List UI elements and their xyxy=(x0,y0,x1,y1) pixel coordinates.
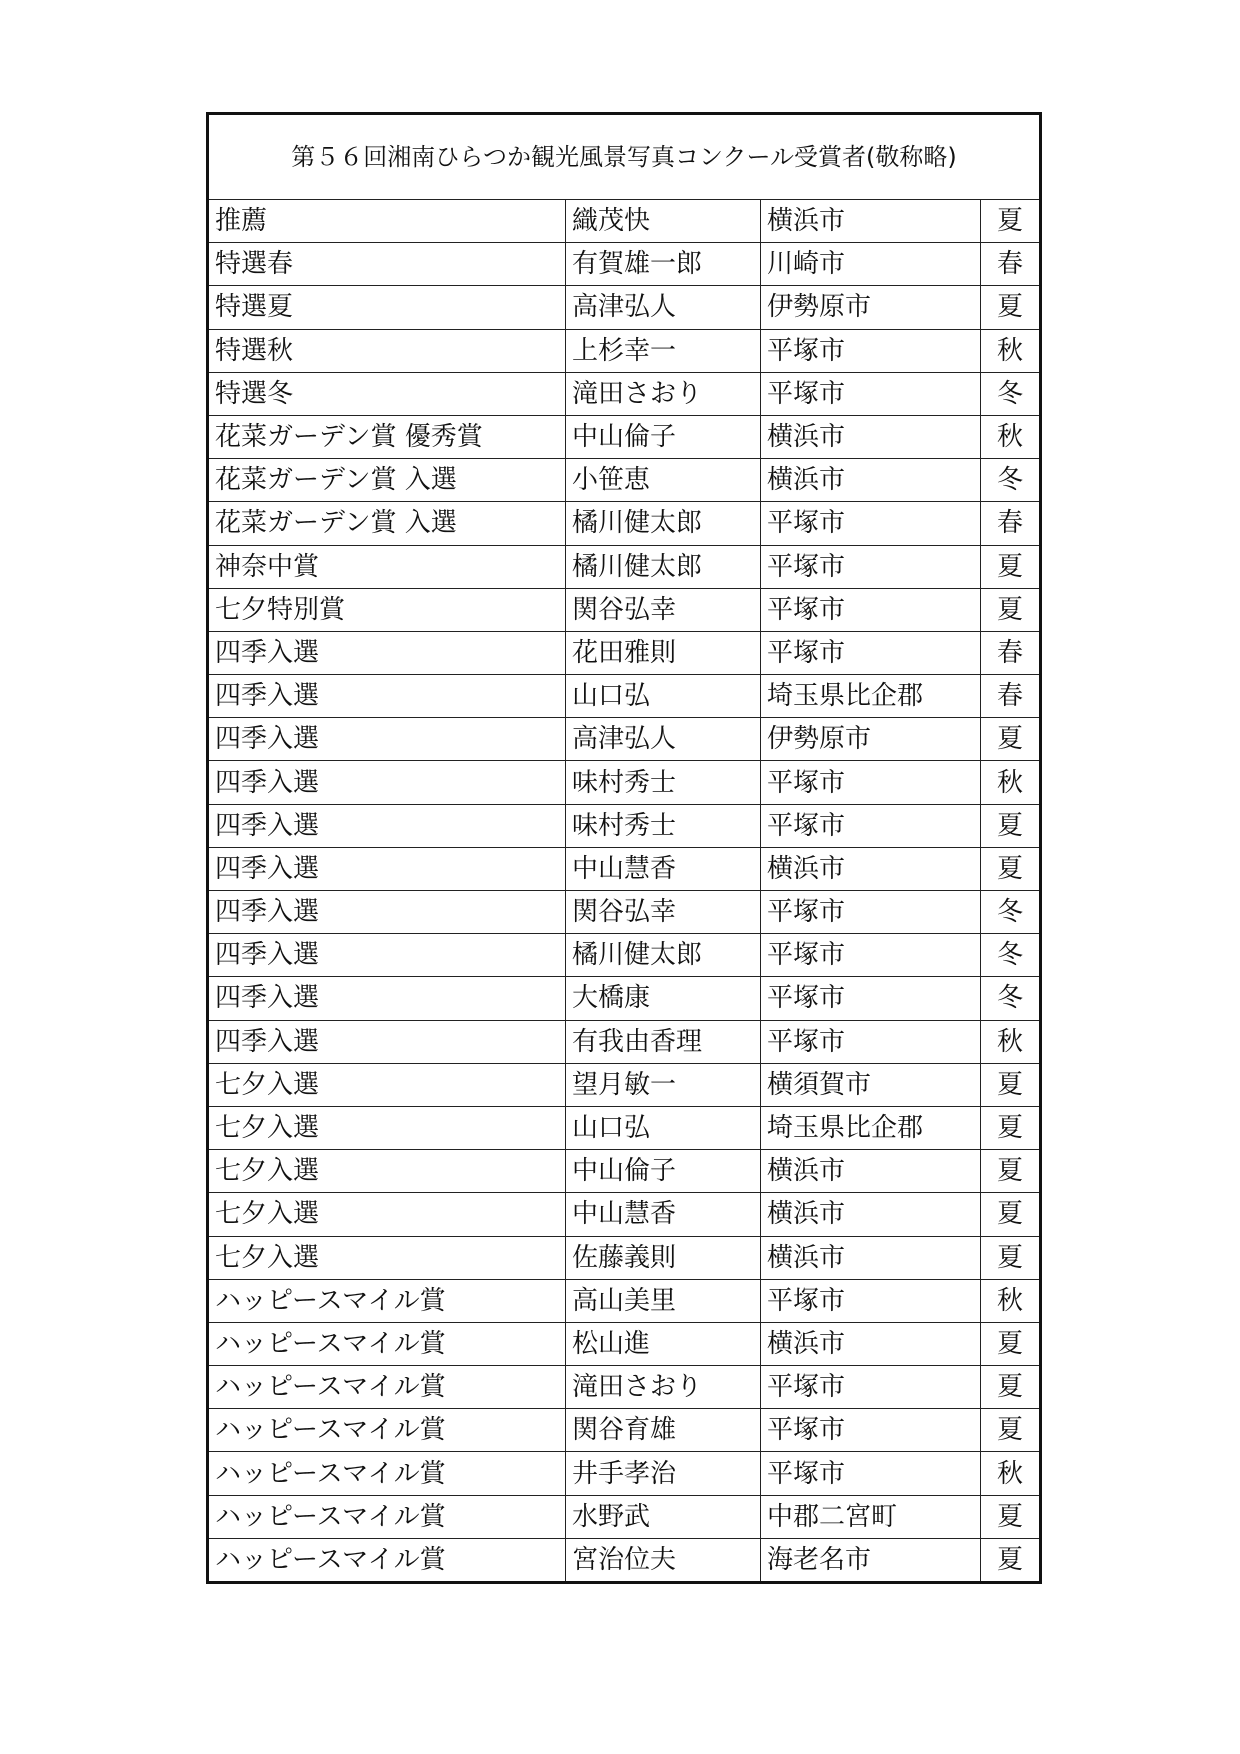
city-cell: 平塚市 xyxy=(761,588,981,631)
winner-name-cell: 中山倫子 xyxy=(566,415,761,458)
season-cell: 秋 xyxy=(981,1279,1041,1322)
city-cell: 平塚市 xyxy=(761,934,981,977)
season-cell: 秋 xyxy=(981,761,1041,804)
season-cell: 夏 xyxy=(981,1322,1041,1365)
table-row xyxy=(208,847,1041,890)
award-cell: ハッピースマイル賞 xyxy=(208,1495,566,1538)
city-cell: 平塚市 xyxy=(761,631,981,674)
award-cell: 七夕入選 xyxy=(208,1193,566,1236)
award-cell: 四季入選 xyxy=(208,1020,566,1063)
award-cell: 四季入選 xyxy=(208,631,566,674)
table-row xyxy=(208,1020,1041,1063)
city-cell: 伊勢原市 xyxy=(761,718,981,761)
table-row xyxy=(208,588,1041,631)
winner-name-cell: 関谷弘幸 xyxy=(566,588,761,631)
season-cell: 秋 xyxy=(981,415,1041,458)
winner-name-cell: 有賀雄一郎 xyxy=(566,243,761,286)
award-cell: 四季入選 xyxy=(208,847,566,890)
winner-name-cell: 関谷弘幸 xyxy=(566,891,761,934)
table-row xyxy=(208,761,1041,804)
winner-name-cell: 中山慧香 xyxy=(566,1193,761,1236)
table-row xyxy=(208,1366,1041,1409)
winner-name-cell: 中山慧香 xyxy=(566,847,761,890)
award-cell: 特選冬 xyxy=(208,372,566,415)
table-row xyxy=(208,372,1041,415)
winner-name-cell: 小笹恵 xyxy=(566,459,761,502)
city-cell: 平塚市 xyxy=(761,1409,981,1452)
city-cell: 海老名市 xyxy=(761,1538,981,1582)
season-cell: 冬 xyxy=(981,977,1041,1020)
season-cell: 秋 xyxy=(981,1452,1041,1495)
city-cell: 中郡二宮町 xyxy=(761,1495,981,1538)
winner-name-cell: 山口弘 xyxy=(566,1106,761,1149)
winner-name-cell: 宮治位夫 xyxy=(566,1538,761,1582)
award-cell: 四季入選 xyxy=(208,977,566,1020)
winner-name-cell: 佐藤義則 xyxy=(566,1236,761,1279)
season-cell: 春 xyxy=(981,675,1041,718)
season-cell: 夏 xyxy=(981,588,1041,631)
table-row xyxy=(208,1495,1041,1538)
city-cell: 横浜市 xyxy=(761,200,981,243)
winner-name-cell: 上杉幸一 xyxy=(566,329,761,372)
award-cell: 花菜ガーデン賞 優秀賞 xyxy=(208,415,566,458)
winner-name-cell: 橘川健太郎 xyxy=(566,502,761,545)
city-cell: 川崎市 xyxy=(761,243,981,286)
winner-name-cell: 滝田さおり xyxy=(566,1366,761,1409)
season-cell: 夏 xyxy=(981,718,1041,761)
city-cell: 横浜市 xyxy=(761,415,981,458)
city-cell: 横須賀市 xyxy=(761,1063,981,1106)
award-cell: ハッピースマイル賞 xyxy=(208,1322,566,1365)
table-row xyxy=(208,329,1041,372)
award-cell: 四季入選 xyxy=(208,804,566,847)
winner-name-cell: 水野武 xyxy=(566,1495,761,1538)
award-cell: 四季入選 xyxy=(208,718,566,761)
award-cell: 七夕入選 xyxy=(208,1063,566,1106)
season-cell: 夏 xyxy=(981,1366,1041,1409)
award-cell: 四季入選 xyxy=(208,675,566,718)
table-row xyxy=(208,718,1041,761)
award-cell: 特選春 xyxy=(208,243,566,286)
winner-name-cell: 味村秀士 xyxy=(566,761,761,804)
award-cell: 四季入選 xyxy=(208,934,566,977)
table-row xyxy=(208,891,1041,934)
season-cell: 夏 xyxy=(981,1150,1041,1193)
season-cell: 冬 xyxy=(981,459,1041,502)
winner-name-cell: 高津弘人 xyxy=(566,718,761,761)
table-row xyxy=(208,415,1041,458)
season-cell: 春 xyxy=(981,502,1041,545)
season-cell: 冬 xyxy=(981,372,1041,415)
table-row xyxy=(208,675,1041,718)
table-row xyxy=(208,934,1041,977)
winner-name-cell: 橘川健太郎 xyxy=(566,934,761,977)
award-cell: ハッピースマイル賞 xyxy=(208,1366,566,1409)
winner-name-cell: 高津弘人 xyxy=(566,286,761,329)
awards-table xyxy=(206,112,1042,1584)
season-cell: 夏 xyxy=(981,1236,1041,1279)
table-row xyxy=(208,631,1041,674)
winner-name-cell: 橘川健太郎 xyxy=(566,545,761,588)
city-cell: 平塚市 xyxy=(761,329,981,372)
table-row xyxy=(208,1063,1041,1106)
season-cell: 夏 xyxy=(981,1495,1041,1538)
table-row xyxy=(208,1106,1041,1149)
city-cell: 伊勢原市 xyxy=(761,286,981,329)
winner-name-cell: 中山倫子 xyxy=(566,1150,761,1193)
city-cell: 平塚市 xyxy=(761,1020,981,1063)
season-cell: 夏 xyxy=(981,847,1041,890)
table-row xyxy=(208,977,1041,1020)
city-cell: 平塚市 xyxy=(761,891,981,934)
winner-name-cell: 井手孝治 xyxy=(566,1452,761,1495)
city-cell: 平塚市 xyxy=(761,1366,981,1409)
season-cell: 夏 xyxy=(981,286,1041,329)
award-cell: 花菜ガーデン賞 入選 xyxy=(208,502,566,545)
city-cell: 埼玉県比企郡 xyxy=(761,675,981,718)
city-cell: 横浜市 xyxy=(761,1193,981,1236)
city-cell: 平塚市 xyxy=(761,1279,981,1322)
city-cell: 平塚市 xyxy=(761,372,981,415)
city-cell: 横浜市 xyxy=(761,1322,981,1365)
award-cell: 七夕特別賞 xyxy=(208,588,566,631)
award-cell: 花菜ガーデン賞 入選 xyxy=(208,459,566,502)
award-cell: 七夕入選 xyxy=(208,1150,566,1193)
award-cell: 神奈中賞 xyxy=(208,545,566,588)
season-cell: 春 xyxy=(981,243,1041,286)
table-row xyxy=(208,286,1041,329)
winner-name-cell: 花田雅則 xyxy=(566,631,761,674)
winner-name-cell: 味村秀士 xyxy=(566,804,761,847)
season-cell: 夏 xyxy=(981,804,1041,847)
season-cell: 冬 xyxy=(981,934,1041,977)
award-cell: ハッピースマイル賞 xyxy=(208,1279,566,1322)
season-cell: 夏 xyxy=(981,1538,1041,1582)
winner-name-cell: 山口弘 xyxy=(566,675,761,718)
table-row xyxy=(208,545,1041,588)
award-cell: 四季入選 xyxy=(208,761,566,804)
table-row xyxy=(208,1193,1041,1236)
city-cell: 横浜市 xyxy=(761,847,981,890)
city-cell: 平塚市 xyxy=(761,1452,981,1495)
season-cell: 夏 xyxy=(981,200,1041,243)
season-cell: 冬 xyxy=(981,891,1041,934)
award-cell: ハッピースマイル賞 xyxy=(208,1452,566,1495)
winner-name-cell: 織茂快 xyxy=(566,200,761,243)
award-cell: ハッピースマイル賞 xyxy=(208,1538,566,1582)
winner-name-cell: 関谷育雄 xyxy=(566,1409,761,1452)
season-cell: 春 xyxy=(981,631,1041,674)
season-cell: 秋 xyxy=(981,1020,1041,1063)
winner-name-cell: 望月敏一 xyxy=(566,1063,761,1106)
title-row xyxy=(208,114,1041,200)
city-cell: 平塚市 xyxy=(761,977,981,1020)
season-cell: 夏 xyxy=(981,1193,1041,1236)
table-row xyxy=(208,243,1041,286)
table-row xyxy=(208,1452,1041,1495)
winner-name-cell: 松山進 xyxy=(566,1322,761,1365)
winner-name-cell: 滝田さおり xyxy=(566,372,761,415)
award-cell: 七夕入選 xyxy=(208,1106,566,1149)
city-cell: 平塚市 xyxy=(761,804,981,847)
season-cell: 夏 xyxy=(981,1063,1041,1106)
table-row xyxy=(208,459,1041,502)
document-title: 第５６回湘南ひらつか観光風景写真コンクール受賞者(敬称略) xyxy=(208,114,1041,200)
table-row xyxy=(208,1279,1041,1322)
table-row xyxy=(208,1409,1041,1452)
table-row xyxy=(208,804,1041,847)
season-cell: 夏 xyxy=(981,1106,1041,1149)
award-cell: 特選夏 xyxy=(208,286,566,329)
city-cell: 平塚市 xyxy=(761,761,981,804)
table-row xyxy=(208,1236,1041,1279)
city-cell: 横浜市 xyxy=(761,459,981,502)
award-cell: ハッピースマイル賞 xyxy=(208,1409,566,1452)
table-row xyxy=(208,1322,1041,1365)
city-cell: 埼玉県比企郡 xyxy=(761,1106,981,1149)
awards-table-body xyxy=(208,114,1041,1583)
winner-name-cell: 有我由香理 xyxy=(566,1020,761,1063)
city-cell: 横浜市 xyxy=(761,1150,981,1193)
season-cell: 夏 xyxy=(981,545,1041,588)
award-cell: 推薦 xyxy=(208,200,566,243)
table-row xyxy=(208,502,1041,545)
award-cell: 七夕入選 xyxy=(208,1236,566,1279)
award-cell: 四季入選 xyxy=(208,891,566,934)
table-row xyxy=(208,200,1041,243)
city-cell: 横浜市 xyxy=(761,1236,981,1279)
city-cell: 平塚市 xyxy=(761,545,981,588)
winner-name-cell: 大橋康 xyxy=(566,977,761,1020)
winner-name-cell: 高山美里 xyxy=(566,1279,761,1322)
table-row xyxy=(208,1150,1041,1193)
table-row xyxy=(208,1538,1041,1582)
season-cell: 秋 xyxy=(981,329,1041,372)
city-cell: 平塚市 xyxy=(761,502,981,545)
season-cell: 夏 xyxy=(981,1409,1041,1452)
award-cell: 特選秋 xyxy=(208,329,566,372)
